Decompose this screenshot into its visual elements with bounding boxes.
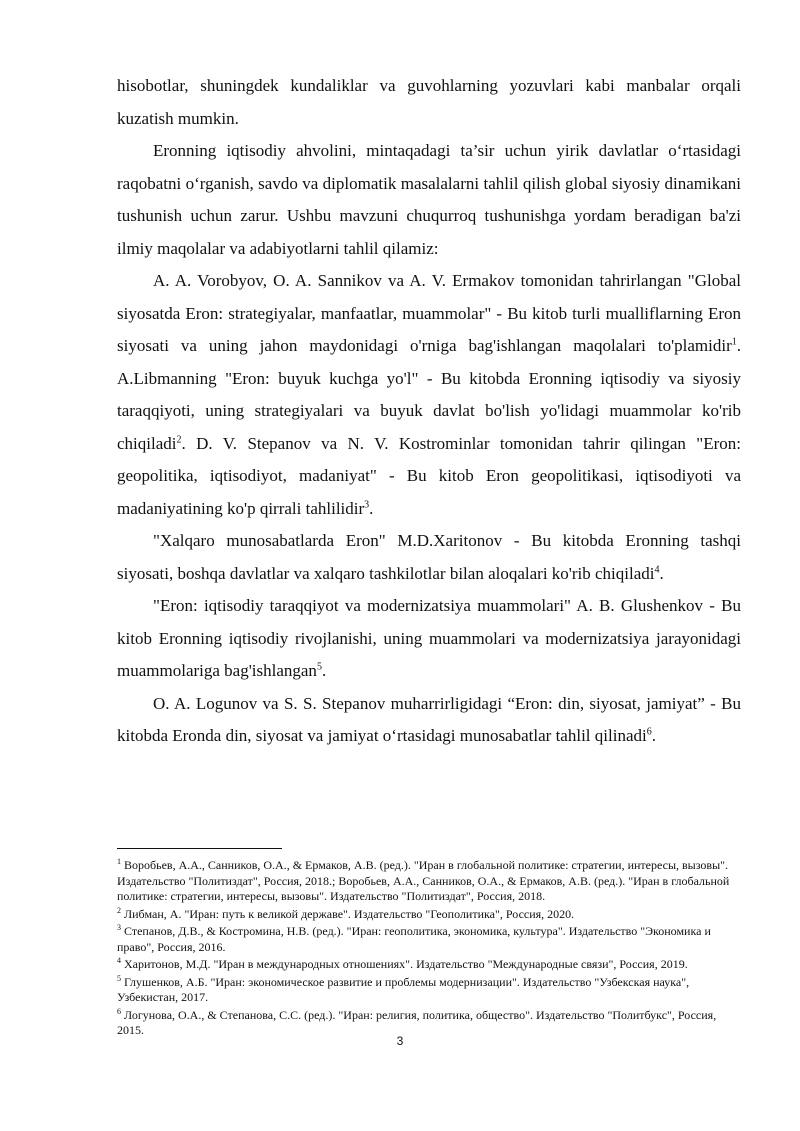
paragraph-text: . <box>659 563 664 583</box>
footnote <box>117 957 741 973</box>
footnote-reference[interactable]: 5 <box>316 661 322 673</box>
footnote <box>117 924 741 955</box>
paragraph <box>117 265 741 525</box>
paragraph-text: . <box>321 661 327 680</box>
footnote-text: Харитонов, М.Д. "Иран в международных отношениях". Издательство "Международные связи", Россия, 2019. <box>124 957 688 971</box>
paragraph <box>117 135 741 265</box>
footnote-number: 3 <box>117 923 121 932</box>
footnote-separator <box>117 848 282 849</box>
paragraph <box>117 70 741 135</box>
paragraph-text: hisobotlar, shuningdek kundaliklar va guvohlarning yozuvlari kabi manbalar orqali kuzatish mumkin. <box>117 76 741 128</box>
footnote-reference[interactable]: 2 <box>176 433 182 445</box>
paragraph-text: Eronning iqtisodiy ahvolini, mintaqadagi ta’sir uchun yirik davlatlar o‘rtasidagi raqobatni o‘rganish, savdo va diplomatik masalalarni tahlil qilish global siyosiy dinamikani tushunish uchun zarur. Ushbu mavzuni chuqurroq tushunishga yordam beradigan ba'zi ilmiy maqolalar va adabiyotlarni tahlil qilamiz: <box>117 141 741 258</box>
footnote-text: Логунова, О.А., & Степанова, С.С. (ред.). "Иран: религия, политика, общество". Издательство "Политбукс", Россия, 2015. <box>117 1007 717 1037</box>
paragraph <box>117 525 741 590</box>
paragraph-text: O. A. Logunov va S. S. Stepanov muharrirligidagi “Eron: din, siyosat, jamiyat” - Bu kitobda Eronda din, siyosat va jamiyat o‘rtasidagi munosabatlar tahlil qilinadi <box>117 693 741 745</box>
footnote-text: Степанов, Д.В., & Костромина, Н.В. (ред.). "Иран: геополитика, экономика, культура". Издательство "Экономика и право", Россия, 2016. <box>117 924 711 954</box>
paragraph <box>117 590 741 688</box>
page-number: 3 <box>396 1034 404 1048</box>
footnote-reference[interactable]: 3 <box>364 498 370 510</box>
footnote-text: Глушенков, А.Б. "Иран: экономическое развитие и проблемы модернизации". Издательство "Узбекская наука", Узбекистан, 2017. <box>117 974 690 1004</box>
paragraph-text: . <box>651 726 656 745</box>
footnote-text: Либман, А. "Иран: путь к великой державе". Издательство "Геополитика", Россия, 2020. <box>124 906 575 921</box>
footnote-number: 4 <box>117 956 121 965</box>
footnote-reference[interactable]: 6 <box>646 726 652 738</box>
footnotes <box>117 858 741 1041</box>
footnote-reference[interactable]: 4 <box>654 563 660 575</box>
paragraph-text: "Xalqaro munosabatlarda Eron" M.D.Xaritonov - Bu kitobda Eronning tashqi siyosati, boshqa davlatlar va xalqaro tashkilotlar bilan aloqalari ko'rib chiqiladi <box>117 531 741 583</box>
footnote-text: Воробьев, А.А., Санников, О.А., & Ермаков, А.В. (ред.). "Иран в глобальной политике: стратегии, интересы, вызовы". Издательство "Политиздат", Россия, 2018.; Воробьев, А.А., Санников, О.А., & Ермаков, А.В. (ред.). "Иран в глобальной политике: стратегии, интересы, вызовы". Издательство "Политиздат", Россия, 2018. <box>117 858 730 903</box>
footnote <box>117 858 741 905</box>
paragraph-text: . <box>369 498 374 518</box>
footnote <box>117 907 741 923</box>
body-text <box>117 70 741 753</box>
paragraph-text: . A.Libmanning "Eron: buyuk kuchga yo'l" - Bu kitobda Eronning iqtisodiy va siyosiy taraqqiyoti, uning strategiyalari va buyuk davlat bo'lish yo'lidagi muammolar ko'rib chiqiladi <box>117 336 741 453</box>
paragraph-text: "Eron: iqtisodiy taraqqiyot va modernizatsiya muammolari" A. B. Glushenkov - Bu kitob Eronning iqtisodiy rivojlanishi, uning muammolari va modernizatsiya jarayonidagi muammolariga bag'ishlangan <box>117 596 741 680</box>
paragraph-text: A. A. Vorobyov, O. A. Sannikov va A. V. Ermakov tomonidan tahrirlangan "Global siyosatda Eron: strategiyalar, manfaatlar, muammolar" - Bu kitob turli mualliflarning Eron siyosati va uning jahon maydonidagi o'rniga bag'ishlangan maqolalari to'plamidir <box>117 271 741 355</box>
footnote <box>117 975 741 1006</box>
footnote-number: 5 <box>117 973 121 983</box>
paragraph <box>117 688 741 753</box>
footnote-reference[interactable]: 1 <box>731 336 737 348</box>
paragraph-text: . D. V. Stepanov va N. V. Kostrominlar tomonidan tahrir qilingan "Eron: geopolitika, iqtisodiyot, madaniyat" - Bu kitob Eron geopolitikasi, iqtisodiyoti va madaniyatining ko'p qirrali tahlilidir <box>117 433 741 518</box>
footnote-number: 6 <box>117 1006 121 1016</box>
footnote-number: 2 <box>117 905 121 915</box>
footnote-number: 1 <box>117 857 121 866</box>
